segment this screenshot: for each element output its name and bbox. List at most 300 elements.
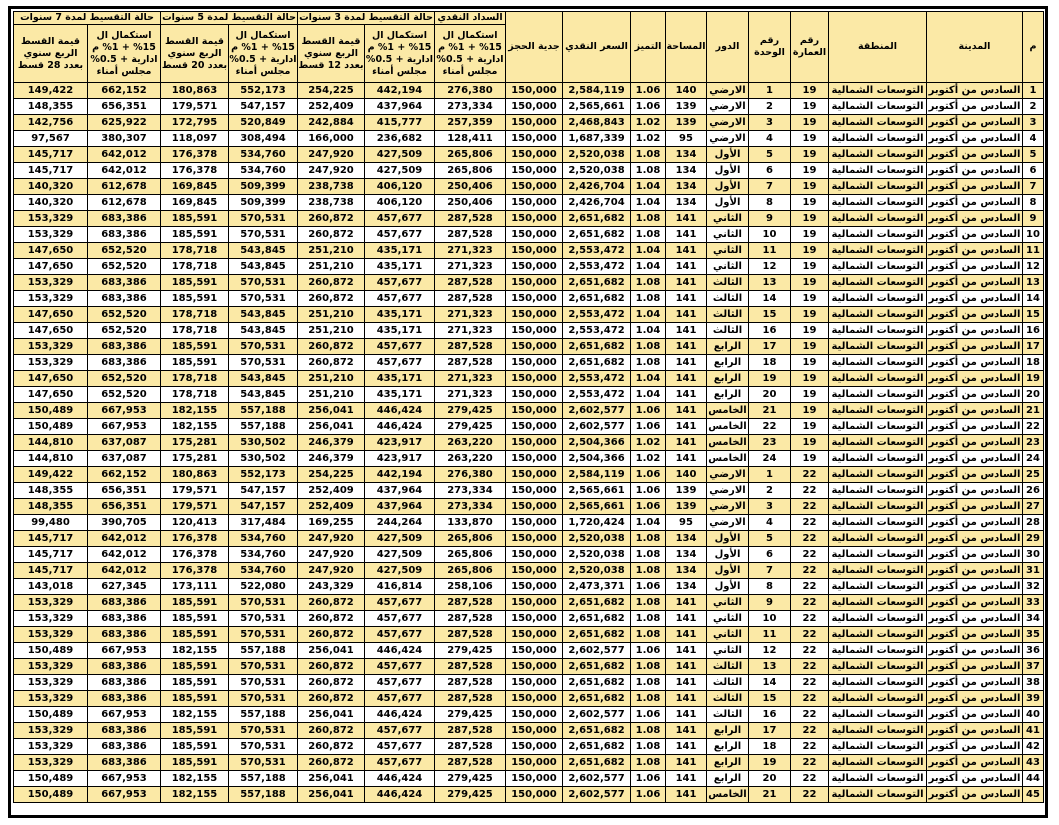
cell-unit-no: 19 bbox=[749, 371, 791, 387]
cell-district: التوسعات الشمالية bbox=[829, 419, 927, 435]
cell-floor: الثالث bbox=[707, 307, 749, 323]
cell-5y-quarterly: 169,845 bbox=[161, 179, 229, 195]
cell-5y-completion: 530,502 bbox=[229, 451, 298, 467]
cell-cash-price: 2,602,577 bbox=[563, 771, 631, 787]
cell-5y-quarterly: 185,591 bbox=[161, 627, 229, 643]
cell-5y-completion: 534,760 bbox=[229, 147, 298, 163]
cell-district: التوسعات الشمالية bbox=[829, 787, 927, 803]
cell-3y-quarterly: 252,409 bbox=[298, 99, 365, 115]
cell-5y-quarterly: 176,378 bbox=[161, 531, 229, 547]
cell-city: السادس من أكتوبر bbox=[927, 659, 1023, 675]
cell-cash-price: 2,565,661 bbox=[563, 99, 631, 115]
cell-district: التوسعات الشمالية bbox=[829, 675, 927, 691]
col-header-cash-price: السعر النقدي bbox=[563, 12, 631, 83]
cell-5y-quarterly: 182,155 bbox=[161, 419, 229, 435]
cell-index: 43 bbox=[1023, 755, 1044, 771]
cell-floor: الخامس bbox=[707, 435, 749, 451]
cell-building-no: 22 bbox=[791, 643, 829, 659]
cell-building-no: 19 bbox=[791, 371, 829, 387]
cell-7y-completion: 683,386 bbox=[88, 355, 161, 371]
cell-district: التوسعات الشمالية bbox=[829, 131, 927, 147]
cell-3y-quarterly: 260,872 bbox=[298, 691, 365, 707]
cell-cash-completion: 287,528 bbox=[435, 291, 506, 307]
cell-district: التوسعات الشمالية bbox=[829, 147, 927, 163]
cell-7y-completion: 683,386 bbox=[88, 675, 161, 691]
cell-building-no: 22 bbox=[791, 739, 829, 755]
cell-booking-deposit: 150,000 bbox=[506, 707, 563, 723]
cell-district: التوسعات الشمالية bbox=[829, 595, 927, 611]
cell-5y-quarterly: 185,591 bbox=[161, 755, 229, 771]
cell-5y-quarterly: 178,718 bbox=[161, 387, 229, 403]
cell-5y-completion: 552,173 bbox=[229, 467, 298, 483]
cell-building-no: 22 bbox=[791, 755, 829, 771]
cell-district: التوسعات الشمالية bbox=[829, 115, 927, 131]
cell-index: 30 bbox=[1023, 547, 1044, 563]
cell-3y-quarterly: 166,000 bbox=[298, 131, 365, 147]
table-row bbox=[14, 131, 1044, 147]
cell-7y-quarterly: 153,329 bbox=[14, 659, 88, 675]
cell-3y-completion: 446,424 bbox=[365, 643, 435, 659]
cell-cash-price: 2,651,682 bbox=[563, 211, 631, 227]
cell-index: 24 bbox=[1023, 451, 1044, 467]
cell-premium: 1.08 bbox=[631, 611, 666, 627]
cell-district: التوسعات الشمالية bbox=[829, 435, 927, 451]
col-header-district: المنطقة bbox=[829, 12, 927, 83]
cell-city: السادس من أكتوبر bbox=[927, 579, 1023, 595]
cell-area: 139 bbox=[666, 99, 707, 115]
cell-booking-deposit: 150,000 bbox=[506, 387, 563, 403]
cell-booking-deposit: 150,000 bbox=[506, 403, 563, 419]
group-header-cash-payment: السداد النقدي bbox=[435, 12, 506, 25]
cell-area: 141 bbox=[666, 275, 707, 291]
table-row bbox=[14, 147, 1044, 163]
cell-3y-completion: 457,677 bbox=[365, 755, 435, 771]
cell-floor: الرابع bbox=[707, 771, 749, 787]
cell-cash-price: 2,520,038 bbox=[563, 531, 631, 547]
cell-building-no: 19 bbox=[791, 195, 829, 211]
cell-city: السادس من أكتوبر bbox=[927, 499, 1023, 515]
cell-floor: الرابع bbox=[707, 355, 749, 371]
cell-cash-completion: 273,334 bbox=[435, 99, 506, 115]
cell-3y-quarterly: 260,872 bbox=[298, 675, 365, 691]
cell-7y-completion: 642,012 bbox=[88, 563, 161, 579]
cell-city: السادس من أكتوبر bbox=[927, 147, 1023, 163]
cell-index: 32 bbox=[1023, 579, 1044, 595]
cell-floor: الارضي bbox=[707, 467, 749, 483]
cell-3y-quarterly: 256,041 bbox=[298, 707, 365, 723]
cell-5y-completion: 570,531 bbox=[229, 595, 298, 611]
cell-cash-price: 2,565,661 bbox=[563, 499, 631, 515]
cell-floor: الأول bbox=[707, 163, 749, 179]
cell-3y-completion: 435,171 bbox=[365, 371, 435, 387]
cell-5y-quarterly: 175,281 bbox=[161, 451, 229, 467]
cell-7y-quarterly: 149,422 bbox=[14, 467, 88, 483]
cell-5y-completion: 317,484 bbox=[229, 515, 298, 531]
cell-3y-completion: 427,509 bbox=[365, 147, 435, 163]
cell-city: السادس من أكتوبر bbox=[927, 163, 1023, 179]
cell-unit-no: 4 bbox=[749, 515, 791, 531]
cell-premium: 1.02 bbox=[631, 451, 666, 467]
cell-building-no: 22 bbox=[791, 611, 829, 627]
table-row bbox=[14, 675, 1044, 691]
table-row bbox=[14, 531, 1044, 547]
cell-premium: 1.08 bbox=[631, 339, 666, 355]
col-header-index: م bbox=[1023, 12, 1044, 83]
cell-building-no: 19 bbox=[791, 227, 829, 243]
cell-area: 141 bbox=[666, 211, 707, 227]
cell-7y-quarterly: 149,422 bbox=[14, 83, 88, 99]
cell-area: 141 bbox=[666, 291, 707, 307]
cell-index: 45 bbox=[1023, 787, 1044, 803]
cell-cash-price: 2,426,704 bbox=[563, 179, 631, 195]
cell-3y-completion: 427,509 bbox=[365, 563, 435, 579]
cell-unit-no: 6 bbox=[749, 547, 791, 563]
cell-unit-no: 17 bbox=[749, 723, 791, 739]
cell-7y-quarterly: 153,329 bbox=[14, 627, 88, 643]
cell-area: 141 bbox=[666, 307, 707, 323]
cell-unit-no: 13 bbox=[749, 659, 791, 675]
cell-district: التوسعات الشمالية bbox=[829, 579, 927, 595]
cell-premium: 1.08 bbox=[631, 563, 666, 579]
cell-area: 139 bbox=[666, 483, 707, 499]
cell-district: التوسعات الشمالية bbox=[829, 195, 927, 211]
col-header-3y-quarterly: قيمة القسط الربع سنوي بعدد 12 قسط bbox=[298, 25, 365, 83]
table-row bbox=[14, 163, 1044, 179]
cell-cash-completion: 271,323 bbox=[435, 307, 506, 323]
cell-7y-quarterly: 145,717 bbox=[14, 563, 88, 579]
cell-5y-completion: 570,531 bbox=[229, 659, 298, 675]
cell-booking-deposit: 150,000 bbox=[506, 771, 563, 787]
cell-3y-completion: 457,677 bbox=[365, 291, 435, 307]
cell-3y-completion: 435,171 bbox=[365, 387, 435, 403]
cell-floor: الرابع bbox=[707, 339, 749, 355]
cell-7y-completion: 667,953 bbox=[88, 787, 161, 803]
cell-building-no: 22 bbox=[791, 659, 829, 675]
cell-5y-completion: 570,531 bbox=[229, 675, 298, 691]
cell-3y-completion: 437,964 bbox=[365, 99, 435, 115]
cell-index: 28 bbox=[1023, 515, 1044, 531]
cell-5y-completion: 570,531 bbox=[229, 339, 298, 355]
cell-unit-no: 6 bbox=[749, 163, 791, 179]
cell-city: السادس من أكتوبر bbox=[927, 211, 1023, 227]
cell-cash-price: 2,553,472 bbox=[563, 243, 631, 259]
cell-city: السادس من أكتوبر bbox=[927, 515, 1023, 531]
cell-building-no: 19 bbox=[791, 99, 829, 115]
cell-booking-deposit: 150,000 bbox=[506, 739, 563, 755]
cell-city: السادس من أكتوبر bbox=[927, 627, 1023, 643]
cell-cash-completion: 279,425 bbox=[435, 403, 506, 419]
cell-floor: الارضي bbox=[707, 83, 749, 99]
cell-city: السادس من أكتوبر bbox=[927, 371, 1023, 387]
cell-booking-deposit: 150,000 bbox=[506, 643, 563, 659]
cell-3y-quarterly: 242,884 bbox=[298, 115, 365, 131]
cell-building-no: 22 bbox=[791, 707, 829, 723]
col-header-cash-completion: استكمال ال 15% + 1% م ادارية + 0.5% مجلس أمناء bbox=[435, 25, 506, 83]
cell-booking-deposit: 150,000 bbox=[506, 291, 563, 307]
cell-area: 141 bbox=[666, 355, 707, 371]
cell-booking-deposit: 150,000 bbox=[506, 211, 563, 227]
cell-floor: الثالث bbox=[707, 291, 749, 307]
cell-cash-completion: 276,380 bbox=[435, 467, 506, 483]
cell-5y-quarterly: 185,591 bbox=[161, 659, 229, 675]
cell-area: 139 bbox=[666, 499, 707, 515]
cell-area: 141 bbox=[666, 659, 707, 675]
cell-cash-completion: 279,425 bbox=[435, 787, 506, 803]
cell-5y-quarterly: 185,591 bbox=[161, 723, 229, 739]
cell-building-no: 22 bbox=[791, 531, 829, 547]
cell-unit-no: 12 bbox=[749, 259, 791, 275]
cell-index: 26 bbox=[1023, 483, 1044, 499]
cell-booking-deposit: 150,000 bbox=[506, 435, 563, 451]
cell-floor: الارضي bbox=[707, 131, 749, 147]
cell-premium: 1.08 bbox=[631, 211, 666, 227]
cell-building-no: 19 bbox=[791, 243, 829, 259]
cell-7y-quarterly: 140,320 bbox=[14, 195, 88, 211]
cell-5y-completion: 543,845 bbox=[229, 371, 298, 387]
cell-7y-completion: 652,520 bbox=[88, 371, 161, 387]
cell-3y-completion: 446,424 bbox=[365, 787, 435, 803]
cell-3y-completion: 457,677 bbox=[365, 659, 435, 675]
cell-index: 19 bbox=[1023, 371, 1044, 387]
cell-district: التوسعات الشمالية bbox=[829, 227, 927, 243]
cell-3y-quarterly: 243,329 bbox=[298, 579, 365, 595]
cell-3y-quarterly: 256,041 bbox=[298, 403, 365, 419]
cell-index: 4 bbox=[1023, 131, 1044, 147]
cell-floor: الارضي bbox=[707, 499, 749, 515]
cell-district: التوسعات الشمالية bbox=[829, 499, 927, 515]
cell-7y-quarterly: 147,650 bbox=[14, 371, 88, 387]
cell-3y-quarterly: 260,872 bbox=[298, 291, 365, 307]
table-row bbox=[14, 627, 1044, 643]
cell-5y-quarterly: 169,845 bbox=[161, 195, 229, 211]
cell-cash-completion: 287,528 bbox=[435, 723, 506, 739]
cell-cash-completion: 276,380 bbox=[435, 83, 506, 99]
cell-unit-no: 18 bbox=[749, 739, 791, 755]
cell-booking-deposit: 150,000 bbox=[506, 259, 563, 275]
cell-city: السادس من أكتوبر bbox=[927, 275, 1023, 291]
cell-district: التوسعات الشمالية bbox=[829, 547, 927, 563]
cell-premium: 1.04 bbox=[631, 515, 666, 531]
cell-index: 31 bbox=[1023, 563, 1044, 579]
cell-index: 33 bbox=[1023, 595, 1044, 611]
cell-floor: الثالث bbox=[707, 323, 749, 339]
cell-booking-deposit: 150,000 bbox=[506, 691, 563, 707]
cell-7y-quarterly: 142,756 bbox=[14, 115, 88, 131]
cell-7y-quarterly: 153,329 bbox=[14, 211, 88, 227]
cell-7y-completion: 642,012 bbox=[88, 531, 161, 547]
cell-district: التوسعات الشمالية bbox=[829, 659, 927, 675]
cell-7y-completion: 637,087 bbox=[88, 435, 161, 451]
cell-cash-price: 2,553,472 bbox=[563, 371, 631, 387]
cell-cash-price: 2,651,682 bbox=[563, 755, 631, 771]
cell-cash-completion: 250,406 bbox=[435, 195, 506, 211]
cell-index: 11 bbox=[1023, 243, 1044, 259]
cell-cash-price: 2,553,472 bbox=[563, 387, 631, 403]
table-row bbox=[14, 403, 1044, 419]
cell-7y-completion: 667,953 bbox=[88, 707, 161, 723]
cell-3y-completion: 457,677 bbox=[365, 675, 435, 691]
cell-area: 95 bbox=[666, 131, 707, 147]
cell-premium: 1.08 bbox=[631, 691, 666, 707]
cell-premium: 1.06 bbox=[631, 499, 666, 515]
cell-5y-quarterly: 185,591 bbox=[161, 227, 229, 243]
cell-city: السادس من أكتوبر bbox=[927, 563, 1023, 579]
table-body bbox=[14, 83, 1044, 803]
cell-cash-price: 2,520,038 bbox=[563, 547, 631, 563]
cell-index: 36 bbox=[1023, 643, 1044, 659]
col-header-5y-completion: استكمال ال 15% + 1% م ادارية + 0.5% مجلس أمناء bbox=[229, 25, 298, 83]
cell-district: التوسعات الشمالية bbox=[829, 291, 927, 307]
cell-index: 23 bbox=[1023, 435, 1044, 451]
cell-cash-completion: 287,528 bbox=[435, 675, 506, 691]
cell-cash-price: 2,504,366 bbox=[563, 451, 631, 467]
cell-7y-completion: 656,351 bbox=[88, 483, 161, 499]
cell-booking-deposit: 150,000 bbox=[506, 227, 563, 243]
col-header-city: المدينة bbox=[927, 12, 1023, 83]
cell-cash-completion: 258,106 bbox=[435, 579, 506, 595]
cell-area: 141 bbox=[666, 371, 707, 387]
col-header-unit-no: رقم الوحدة bbox=[749, 12, 791, 83]
cell-7y-quarterly: 147,650 bbox=[14, 307, 88, 323]
cell-booking-deposit: 150,000 bbox=[506, 627, 563, 643]
cell-building-no: 19 bbox=[791, 323, 829, 339]
cell-7y-completion: 642,012 bbox=[88, 163, 161, 179]
cell-premium: 1.08 bbox=[631, 595, 666, 611]
cell-cash-price: 2,520,038 bbox=[563, 163, 631, 179]
cell-area: 134 bbox=[666, 547, 707, 563]
cell-district: التوسعات الشمالية bbox=[829, 771, 927, 787]
cell-area: 141 bbox=[666, 611, 707, 627]
cell-3y-completion: 427,509 bbox=[365, 163, 435, 179]
cell-5y-quarterly: 178,718 bbox=[161, 243, 229, 259]
cell-city: السادس من أكتوبر bbox=[927, 691, 1023, 707]
cell-cash-price: 2,565,661 bbox=[563, 483, 631, 499]
cell-5y-quarterly: 182,155 bbox=[161, 403, 229, 419]
cell-premium: 1.08 bbox=[631, 755, 666, 771]
cell-3y-quarterly: 251,210 bbox=[298, 323, 365, 339]
cell-index: 38 bbox=[1023, 675, 1044, 691]
cell-premium: 1.08 bbox=[631, 291, 666, 307]
cell-district: التوسعات الشمالية bbox=[829, 275, 927, 291]
cell-3y-quarterly: 256,041 bbox=[298, 419, 365, 435]
cell-district: التوسعات الشمالية bbox=[829, 707, 927, 723]
cell-cash-price: 2,651,682 bbox=[563, 595, 631, 611]
cell-3y-quarterly: 246,379 bbox=[298, 451, 365, 467]
cell-city: السادس من أكتوبر bbox=[927, 339, 1023, 355]
cell-5y-quarterly: 179,571 bbox=[161, 499, 229, 515]
table-row bbox=[14, 419, 1044, 435]
cell-3y-completion: 457,677 bbox=[365, 355, 435, 371]
cell-3y-completion: 437,964 bbox=[365, 483, 435, 499]
cell-floor: الخامس bbox=[707, 787, 749, 803]
cell-area: 134 bbox=[666, 179, 707, 195]
cell-3y-quarterly: 238,738 bbox=[298, 195, 365, 211]
cell-unit-no: 15 bbox=[749, 307, 791, 323]
cell-booking-deposit: 150,000 bbox=[506, 499, 563, 515]
cell-index: 22 bbox=[1023, 419, 1044, 435]
table-row bbox=[14, 611, 1044, 627]
cell-cash-price: 2,651,682 bbox=[563, 611, 631, 627]
cell-unit-no: 2 bbox=[749, 483, 791, 499]
cell-unit-no: 2 bbox=[749, 99, 791, 115]
price-list-frame bbox=[8, 6, 1048, 818]
cell-premium: 1.06 bbox=[631, 643, 666, 659]
cell-unit-no: 21 bbox=[749, 403, 791, 419]
cell-building-no: 22 bbox=[791, 579, 829, 595]
cell-3y-quarterly: 247,920 bbox=[298, 547, 365, 563]
cell-building-no: 19 bbox=[791, 259, 829, 275]
cell-district: التوسعات الشمالية bbox=[829, 243, 927, 259]
table-row bbox=[14, 83, 1044, 99]
table-row bbox=[14, 483, 1044, 499]
cell-premium: 1.08 bbox=[631, 147, 666, 163]
cell-floor: الرابع bbox=[707, 739, 749, 755]
cell-floor: الثاني bbox=[707, 211, 749, 227]
cell-5y-quarterly: 182,155 bbox=[161, 787, 229, 803]
cell-district: التوسعات الشمالية bbox=[829, 483, 927, 499]
cell-7y-completion: 652,520 bbox=[88, 307, 161, 323]
cell-city: السادس من أكتوبر bbox=[927, 675, 1023, 691]
cell-building-no: 19 bbox=[791, 115, 829, 131]
cell-index: 7 bbox=[1023, 179, 1044, 195]
cell-building-no: 19 bbox=[791, 275, 829, 291]
cell-district: التوسعات الشمالية bbox=[829, 515, 927, 531]
cell-floor: الرابع bbox=[707, 387, 749, 403]
cell-district: التوسعات الشمالية bbox=[829, 323, 927, 339]
cell-booking-deposit: 150,000 bbox=[506, 147, 563, 163]
cell-unit-no: 24 bbox=[749, 451, 791, 467]
table-row bbox=[14, 771, 1044, 787]
cell-district: التوسعات الشمالية bbox=[829, 451, 927, 467]
cell-5y-quarterly: 173,111 bbox=[161, 579, 229, 595]
cell-index: 40 bbox=[1023, 707, 1044, 723]
cell-7y-quarterly: 150,489 bbox=[14, 787, 88, 803]
col-header-7y-completion: استكمال ال 15% + 1% م ادارية + 0.5% مجلس أمناء bbox=[88, 25, 161, 83]
cell-booking-deposit: 150,000 bbox=[506, 275, 563, 291]
cell-premium: 1.06 bbox=[631, 707, 666, 723]
cell-7y-quarterly: 150,489 bbox=[14, 403, 88, 419]
cell-building-no: 22 bbox=[791, 595, 829, 611]
cell-5y-completion: 534,760 bbox=[229, 163, 298, 179]
cell-building-no: 19 bbox=[791, 307, 829, 323]
cell-district: التوسعات الشمالية bbox=[829, 371, 927, 387]
cell-index: 8 bbox=[1023, 195, 1044, 211]
cell-unit-no: 1 bbox=[749, 83, 791, 99]
cell-7y-quarterly: 153,329 bbox=[14, 739, 88, 755]
cell-premium: 1.08 bbox=[631, 227, 666, 243]
cell-cash-completion: 265,806 bbox=[435, 147, 506, 163]
table-row bbox=[14, 291, 1044, 307]
table-row bbox=[14, 467, 1044, 483]
cell-cash-completion: 287,528 bbox=[435, 211, 506, 227]
table-row bbox=[14, 339, 1044, 355]
cell-city: السادس من أكتوبر bbox=[927, 403, 1023, 419]
cell-cash-price: 2,602,577 bbox=[563, 419, 631, 435]
cell-3y-quarterly: 238,738 bbox=[298, 179, 365, 195]
cell-5y-quarterly: 176,378 bbox=[161, 563, 229, 579]
cell-7y-quarterly: 145,717 bbox=[14, 531, 88, 547]
cell-3y-quarterly: 260,872 bbox=[298, 211, 365, 227]
cell-city: السادس من أكتوبر bbox=[927, 787, 1023, 803]
cell-unit-no: 23 bbox=[749, 435, 791, 451]
cell-5y-completion: 557,188 bbox=[229, 419, 298, 435]
cell-7y-quarterly: 148,355 bbox=[14, 99, 88, 115]
cell-floor: الرابع bbox=[707, 723, 749, 739]
cell-3y-quarterly: 260,872 bbox=[298, 595, 365, 611]
cell-premium: 1.08 bbox=[631, 531, 666, 547]
cell-5y-quarterly: 180,863 bbox=[161, 467, 229, 483]
cell-unit-no: 20 bbox=[749, 387, 791, 403]
